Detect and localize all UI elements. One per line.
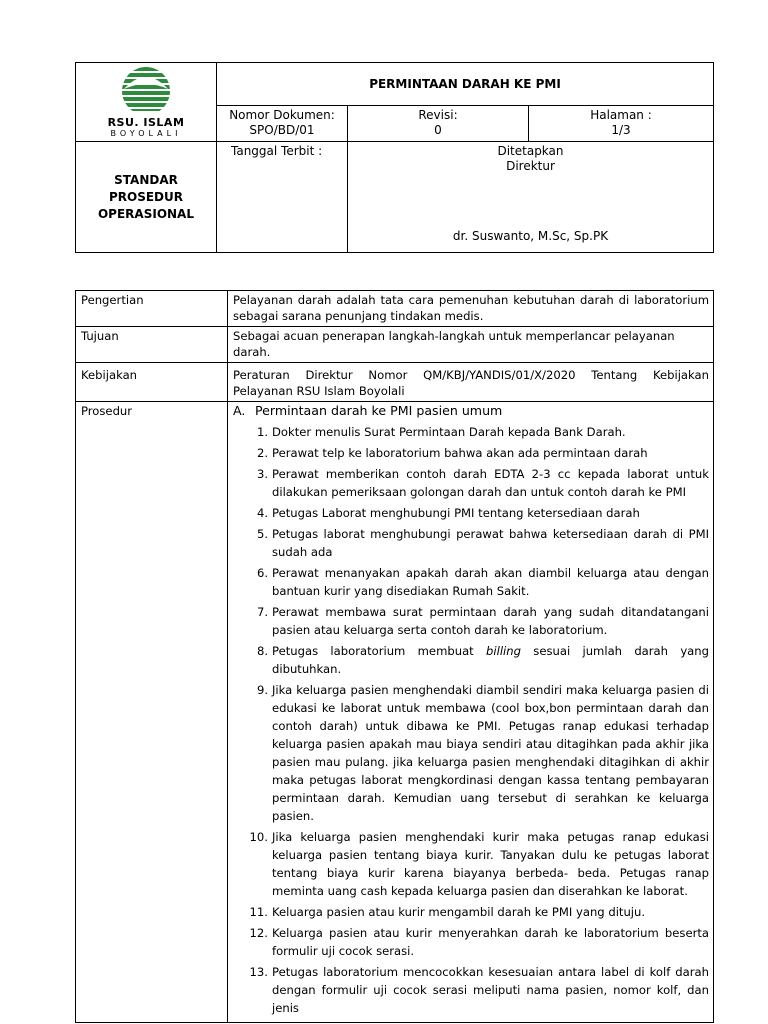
step-number: 12. bbox=[249, 926, 268, 940]
step-text-continued: sesuai jumlah darah yang dibutuhkan. bbox=[272, 644, 709, 676]
list-item bbox=[243, 903, 709, 921]
kebijakan-label: Kebijakan bbox=[76, 363, 228, 402]
step-number: 7. bbox=[256, 605, 268, 619]
prosedur-content bbox=[228, 402, 714, 1023]
revisi-label: Revisi: bbox=[418, 108, 458, 122]
step-number: 5. bbox=[256, 527, 268, 541]
kebijakan-line-1: Peraturan Direktur Nomor QM/KBJ/YANDIS/01/X/2020 Tentang Kebijakan bbox=[233, 368, 709, 382]
section-heading bbox=[233, 403, 709, 419]
table-row-pengertian bbox=[76, 291, 714, 327]
tanggal-terbit-label: Tanggal Terbit : bbox=[231, 144, 323, 158]
sop-line-2: PROSEDUR bbox=[108, 189, 184, 204]
step-text-emphasis: billing bbox=[486, 644, 521, 658]
list-item bbox=[243, 444, 709, 462]
logo-cell bbox=[76, 63, 217, 142]
pengertian-line-2: sebagai sarana penunjang tindakan medis. bbox=[233, 309, 484, 323]
kebijakan-content bbox=[228, 363, 714, 402]
tujuan-label: Tujuan bbox=[76, 327, 228, 363]
revisi-cell bbox=[348, 106, 529, 142]
list-item bbox=[243, 963, 709, 1017]
direktur-label: Direktur bbox=[506, 159, 555, 173]
step-number: 6. bbox=[256, 566, 268, 580]
step-text: Jika keluarga pasien menghendaki diambil sendiri maka keluarga pasien di edukasi ke laborat untuk membawa (cool box,bon permintaan darah dan contoh darah) untuk dibawa ke PMI. Petugas ranap edukasi terhadap keluarga pasien apakah mau biaya sendiri atau ditagihkan pada akhir jika pasien mau pulang. jika keluarga pasien menghendaki ditagihkan di akhir maka petugas laborat mengkordinasi dengan kassa tentang pembayaran permintaan darah. Kemudian uang tersebut di serahkan ke keluarga pasien. bbox=[272, 683, 709, 823]
halaman-value: 1/3 bbox=[611, 123, 631, 137]
signer-name: dr. Suswanto, M.Sc, Sp.PK bbox=[452, 229, 609, 243]
tanggal-terbit-cell bbox=[217, 142, 348, 253]
nomor-dokumen-cell bbox=[217, 106, 348, 142]
step-number: 1. bbox=[256, 425, 268, 439]
ditetapkan-label: Ditetapkan bbox=[497, 144, 564, 158]
section-title: Permintaan darah ke PMI pasien umum bbox=[255, 403, 503, 418]
list-item bbox=[243, 525, 709, 561]
step-text: Perawat menanyakan apakah darah akan diambil keluarga atau dengan bantuan kurir yang disediakan Rumah Sakit. bbox=[272, 566, 709, 598]
document-title: PERMINTAAN DARAH KE PMI bbox=[217, 63, 714, 106]
list-item bbox=[243, 423, 709, 441]
step-text: Perawat telp ke laboratorium bahwa akan ada permintaan darah bbox=[272, 446, 648, 460]
hospital-logo-icon bbox=[106, 67, 186, 111]
sop-line-3: OPERASIONAL bbox=[97, 206, 194, 221]
step-text: Petugas laboratorium mencocokkan kesesuaian antara label di kolf darah dengan formulir uji cocok serasi meliputi nama pasien, nomor kolf, dan jenis bbox=[272, 965, 709, 1015]
nomor-dokumen-label: Nomor Dokumen: bbox=[229, 108, 335, 122]
table-row-kebijakan bbox=[76, 363, 714, 402]
revisi-value: 0 bbox=[434, 123, 442, 137]
nomor-dokumen-value: SPO/BD/01 bbox=[249, 123, 315, 137]
step-text: Dokter menulis Surat Permintaan Darah kepada Bank Darah. bbox=[272, 425, 626, 439]
tujuan-content: Sebagai acuan penerapan langkah-langkah untuk memperlancar pelayanan darah. bbox=[228, 327, 714, 363]
logo-city: BOYOLALI bbox=[110, 128, 182, 138]
step-text: Perawat membawa surat permintaan darah yang sudah ditandatangani pasien atau keluarga serta contoh darah ke laboratorium. bbox=[272, 605, 709, 637]
step-number: 4. bbox=[256, 506, 268, 520]
list-item bbox=[243, 828, 709, 900]
step-number: 8. bbox=[256, 644, 268, 658]
document-header-table bbox=[75, 62, 714, 253]
step-text: Petugas laboratorium membuat bbox=[272, 644, 487, 658]
step-number: 3. bbox=[256, 467, 268, 481]
pengertian-label: Pengertian bbox=[76, 291, 228, 327]
step-number: 10. bbox=[249, 830, 268, 844]
pengertian-content bbox=[228, 291, 714, 327]
step-text: Keluarga pasien atau kurir mengambil darah ke PMI yang dituju. bbox=[272, 905, 646, 919]
step-text: Jika keluarga pasien menghendaki kurir maka petugas ranap edukasi keluarga pasien tentang biaya kurir. Tanyakan dulu ke petugas laborat tentang biaya kurir karena biayanya berbeda- beda. Petugas ranap meminta uang cash kepada keluarga pasien dan diserahkan ke laborat. bbox=[272, 830, 709, 898]
step-number: 11. bbox=[249, 905, 268, 919]
step-number: 2. bbox=[256, 446, 268, 460]
section-letter: A. bbox=[233, 403, 246, 418]
sop-line-1: STANDAR bbox=[114, 172, 178, 187]
halaman-label: Halaman : bbox=[590, 108, 652, 122]
pengertian-line-1: Pelayanan darah adalah tata cara pemenuhan kebutuhan darah di laboratorium bbox=[233, 293, 709, 307]
ditetapkan-cell bbox=[348, 142, 714, 253]
table-row-prosedur bbox=[76, 402, 714, 1023]
procedure-steps-list bbox=[233, 423, 709, 1017]
list-item bbox=[243, 603, 709, 639]
kebijakan-line-2: Pelayanan RSU Islam Boyolali bbox=[233, 384, 405, 398]
list-item bbox=[243, 504, 709, 522]
list-item bbox=[243, 564, 709, 600]
halaman-cell bbox=[529, 106, 714, 142]
step-number: 13. bbox=[249, 965, 268, 979]
logo-hospital-name: RSU. ISLAM bbox=[107, 115, 185, 129]
prosedur-label: Prosedur bbox=[76, 402, 228, 1023]
table-row-tujuan bbox=[76, 327, 714, 363]
list-item bbox=[243, 924, 709, 960]
step-number: 9. bbox=[256, 683, 268, 697]
step-text: Petugas laborat menghubungi perawat bahwa ketersediaan darah di PMI sudah ada bbox=[272, 527, 709, 559]
sop-label-cell bbox=[76, 142, 217, 253]
procedure-table bbox=[75, 290, 714, 1023]
list-item bbox=[243, 681, 709, 825]
list-item bbox=[243, 465, 709, 501]
step-text: Keluarga pasien atau kurir menyerahkan darah ke laboratorium beserta formulir uji cocok serasi. bbox=[272, 926, 709, 958]
step-text: Perawat memberikan contoh darah EDTA 2-3 cc kepada laborat untuk dilakukan pemeriksaan golongan darah dan untuk contoh darah ke PMI bbox=[272, 467, 709, 499]
step-text: Petugas Laborat menghubungi PMI tentang ketersediaan darah bbox=[272, 506, 640, 520]
list-item bbox=[243, 642, 709, 678]
